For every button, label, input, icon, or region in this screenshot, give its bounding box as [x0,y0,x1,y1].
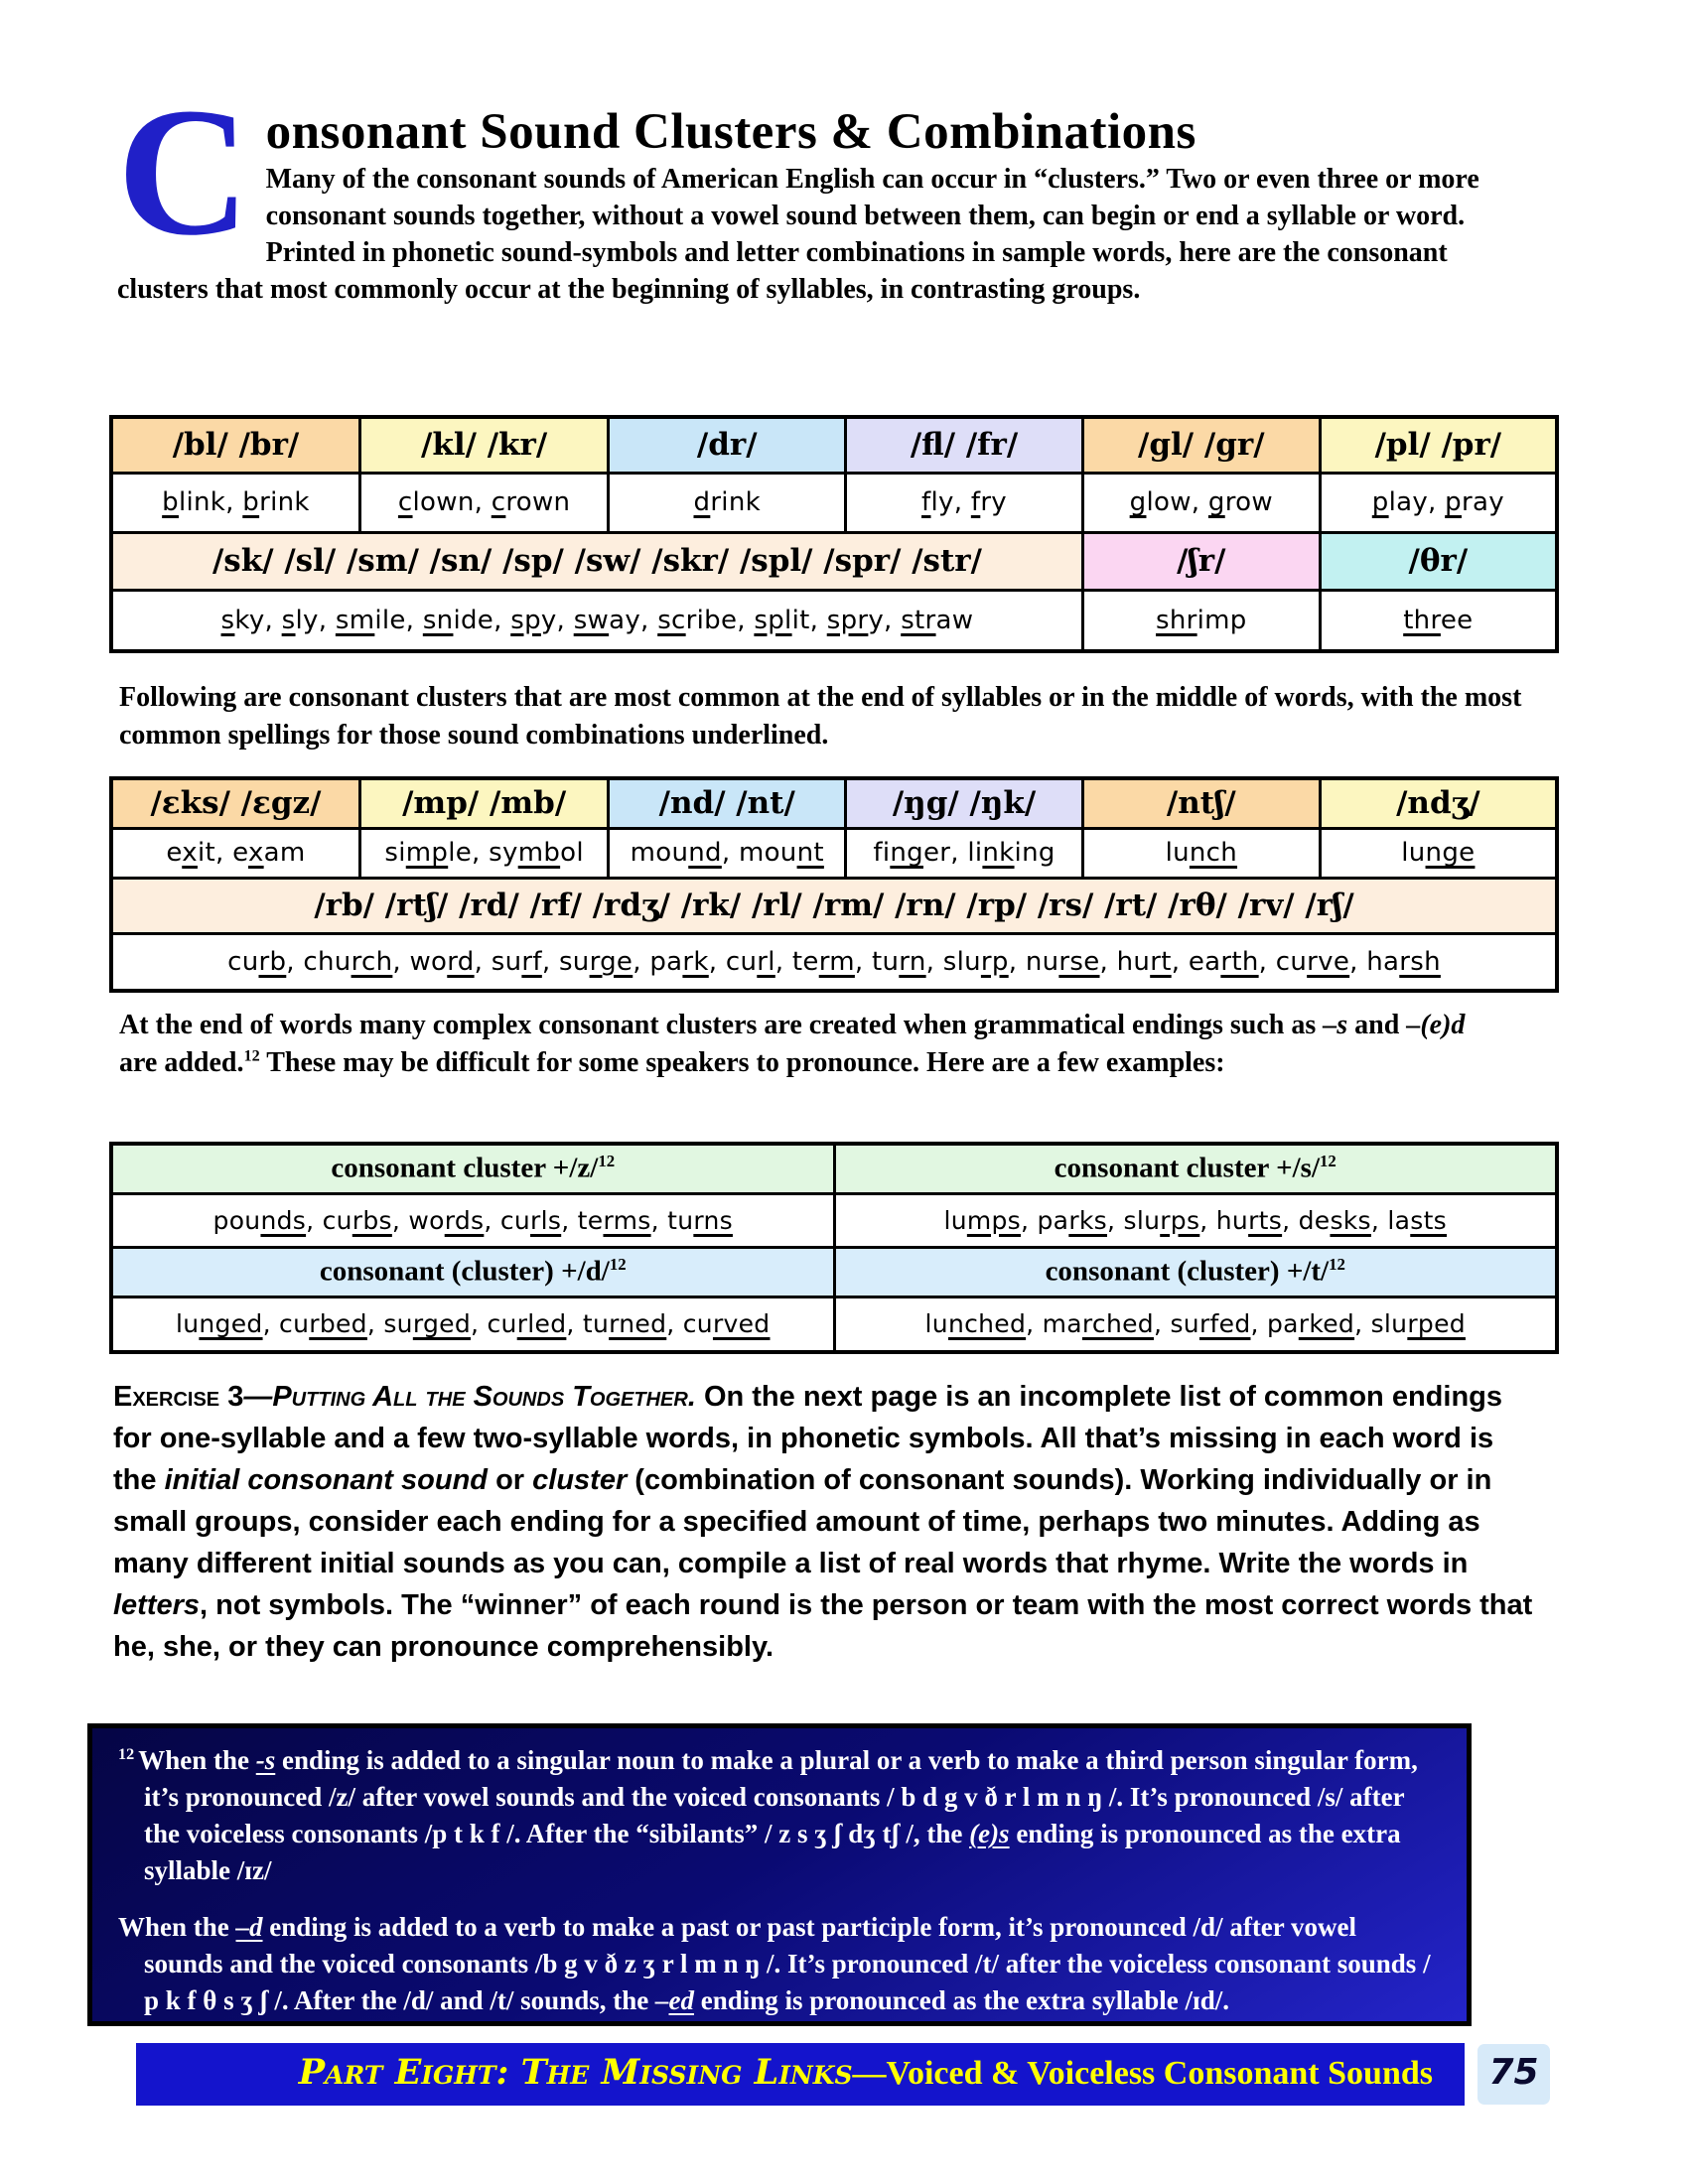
exercise-body: On the next page is an incomplete list of common endings for one-syllable and a few two-syllable words, in phonetic symbols. All that’s missing in each word is the initial consonant sound or cluster (combination of consonant sounds). Working individually or in small groups, consider each ending for a specified amount of time, perhaps two minutes. Adding as many different initial sounds as you can, compile a list of real words that rhyme. Write the words in letters, not symbols. The “winner” of each round is the person or team with the most correct words that he, she, or they can pronounce comprehensibly. [113,1381,1533,1663]
shr-header-cell: /ʃr/ [1082,532,1320,590]
example-words-cell: clown, crown [359,473,608,532]
beginning-clusters-table [109,415,1559,653]
cluster-header-cell: /ndʒ/ [1320,778,1557,828]
table-row [111,1297,1557,1352]
footer-part-title: Part Eight: The Missing Links [298,2052,853,2093]
example-words-cell: fly, fry [846,473,1083,532]
cluster-header-cell: /fl/ /fr/ [846,417,1083,473]
cluster-header-cell: /bl/ /br/ [111,417,359,473]
table-row [111,1193,1557,1247]
footnote-paragraph-d-ending: When the –d ending is added to a verb to make a past or past participle form, it’s pronounced /d/ after vowel sounds and the voiced consonants /b g v ð z ʒ r l m n ŋ /. It’s pronounced /t/ after the voiceless consonant sounds / p k f θ s ʒ ʃ /. After the /d/ and /t/ sounds, the –ed ending is pronounced as the extra syllable /ɪd/. [118,1912,1431,2015]
example-words-cell: glow, grow [1082,473,1320,532]
grammar-header-cell: consonant cluster +/s/$^{12}$ [834,1144,1557,1193]
footnote-box [87,1723,1472,2026]
thr-example-cell: three [1320,590,1557,651]
example-words-cell: blink, brink [111,473,359,532]
thr-header-cell: /θr/ [1320,532,1557,590]
mid-paragraph: Following are consonant clusters that are most common at the end of syllables or in the middle of words, with the most common spellings for those sound combinations underlined. [119,682,1522,751]
r-clusters-examples-cell: curb, church, word, surf, surge, park, curl, term, turn, slurp, nurse, hurt, earth, curve, harsh [111,933,1557,991]
footer-bar [136,2043,1465,2106]
table-row [111,532,1557,590]
page-number: 75 [1477,2044,1550,2105]
cluster-header-cell: /kl/ /kr/ [359,417,608,473]
grammar-header-cell: consonant cluster +/z/$^{12}$ [111,1144,834,1193]
footnote-paragraph-s-ending: $^{12}$ When the -s ending is added to a singular noun to make a plural or a verb to make a third person singular form, it’s pronounced /z/ after vowel sounds and the voiced consonants / b d g v ð r l m n ŋ /. It’s pronounced /s/ after the voiceless consonants /p t k f /. After the “sibilants” / z s ʒ ʃ dʒ tʃ /, the (e)s ending is pronounced as the extra syllable /ɪz/ [118,1745,1418,1885]
cluster-header-cell: /pl/ /pr/ [1320,417,1557,473]
example-words-cell: lunch [1082,828,1320,878]
example-words-cell: lunge [1320,828,1557,878]
endings-paragraph: At the end of words many complex consonant clusters are created when grammatical endings such as –s and –(e)d are added.$^{12}$ These may be difficult for some speakers to pronounce. Here are a few examples: [119,1010,1466,1078]
table-row [111,590,1557,651]
shr-example-cell: shrimp [1082,590,1320,651]
table-row [111,828,1557,878]
example-words-cell: drink [609,473,846,532]
grammatical-endings-table [109,1142,1559,1354]
table-row [111,878,1557,933]
grammar-header-cell: consonant (cluster) +/t/$^{12}$ [834,1247,1557,1297]
table-row [111,473,1557,532]
table-row [111,933,1557,991]
grammar-header-cell: consonant (cluster) +/d/$^{12}$ [111,1247,834,1297]
grammar-examples-cell: lumps, parks, slurps, hurts, desks, lasts [834,1193,1557,1247]
cluster-header-cell: /mp/ /mb/ [359,778,608,828]
table-row [111,1144,1557,1193]
table-row [111,417,1557,473]
grammar-examples-cell: pounds, curbs, words, curls, terms, turns [111,1193,834,1247]
cluster-header-cell: /gl/ /gr/ [1082,417,1320,473]
example-words-cell: exit, exam [111,828,359,878]
grammar-examples-cell: lunched, marched, surfed, parked, slurped [834,1297,1557,1352]
cluster-header-cell: /ntʃ/ [1082,778,1320,828]
exercise-label: Exercise 3 [113,1381,244,1413]
table-row [111,1247,1557,1297]
exercise-title: —Putting All the Sounds Together. [243,1381,696,1413]
cluster-header-cell: /ŋg/ /ŋk/ [846,778,1083,828]
s-clusters-examples-cell: sky, sly, smile, snide, spy, sway, scribe, split, spry, straw [111,590,1082,651]
example-words-cell: simple, symbol [359,828,608,878]
dropcap-letter: C [117,70,250,274]
exercise-paragraph [113,1376,1539,1668]
intro-paragraph: Many of the consonant sounds of American English can occur in “clusters.” Two or even three or more consonant sounds together, without a vowel sound between them, can begin or end a syllable or word. Printed in phonetic sound-symbols and letter combinations in sample words, here are the consonant clusters that most commonly occur at the beginning of syllables, in contrasting groups. [117,164,1479,305]
example-words-cell: finger, linking [846,828,1083,878]
example-words-cell: play, pray [1320,473,1557,532]
cluster-header-cell: /ɛks/ /ɛgz/ [111,778,359,828]
r-clusters-header-cell: /rb/ /rtʃ/ /rd/ /rf/ /rdʒ/ /rk/ /rl/ /rm/ /rn/ /rp/ /rs/ /rt/ /rθ/ /rv/ /rʃ/ [111,878,1557,933]
cluster-header-cell: /dr/ [609,417,846,473]
page-title: onsonant Sound Clusters & Combinations [265,104,1196,160]
cluster-header-cell: /nd/ /nt/ [609,778,846,828]
example-words-cell: mound, mount [609,828,846,878]
intro-block [117,70,1515,308]
ending-clusters-table [109,776,1559,993]
table-row [111,778,1557,828]
footer-section-title: —Voiced & Voiceless Consonant Sounds [852,2055,1433,2092]
grammar-examples-cell: lunged, curbed, surged, curled, turned, curved [111,1297,834,1352]
s-clusters-header-cell: /sk/ /sl/ /sm/ /sn/ /sp/ /sw/ /skr/ /spl/ /spr/ /str/ [111,532,1082,590]
